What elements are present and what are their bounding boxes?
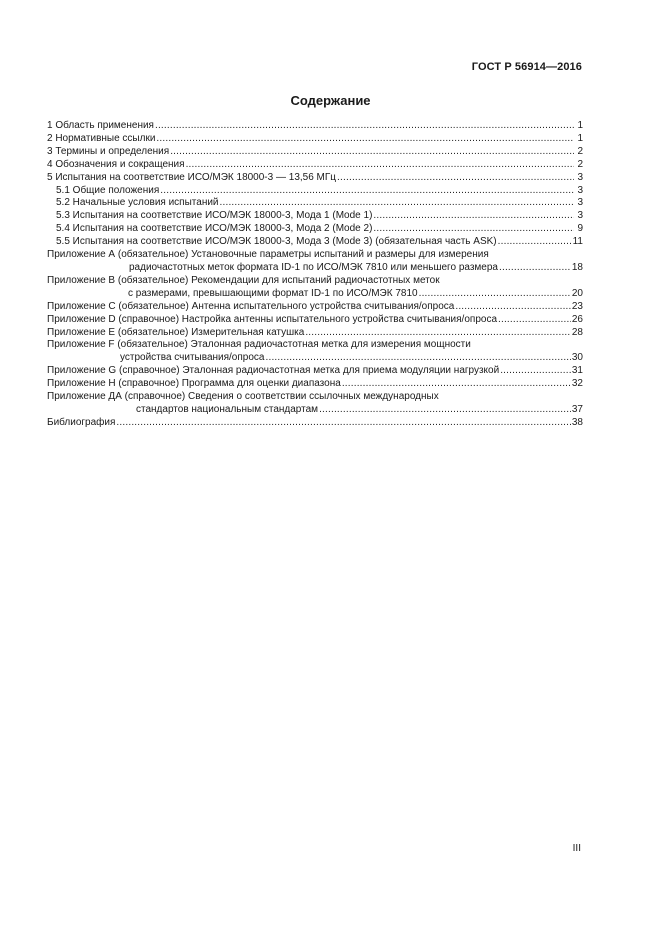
toc-entry-page: 3 bbox=[577, 171, 583, 183]
toc-entry-title: Приложение А (обязательное) Установочные параметры испытаний и размеры для измерения bbox=[47, 249, 489, 261]
toc-appendix-e[interactable] bbox=[47, 327, 583, 340]
dot-leader bbox=[337, 172, 574, 185]
toc-entry-page: 32 bbox=[571, 378, 583, 390]
toc-entry-title: Приложение Е (обязательное) Измерительная катушка bbox=[47, 326, 305, 338]
toc-entry-title: 5.3 Испытания на соответствие ИСО/МЭК 18000-3, Мода 1 (Mode 1) bbox=[56, 210, 373, 222]
toc-entry-page: 26 bbox=[571, 313, 583, 325]
dot-leader bbox=[499, 262, 571, 275]
toc-appendix-c[interactable] bbox=[47, 301, 583, 314]
table-of-contents bbox=[47, 120, 583, 430]
dot-leader bbox=[455, 301, 571, 314]
toc-entry-page: 23 bbox=[571, 300, 583, 312]
toc-entry-title: Приложение ДА (справочное) Сведения о соответствии ссылочных международных bbox=[47, 391, 439, 403]
toc-entry-title: 4 Обозначения и сокращения bbox=[47, 158, 185, 170]
toc-entry-title: Библиография bbox=[47, 416, 116, 428]
toc-entry[interactable] bbox=[47, 133, 583, 146]
dot-leader bbox=[265, 352, 570, 365]
document-code: ГОСТ Р 56914—2016 bbox=[471, 61, 582, 73]
toc-appendix-g[interactable] bbox=[47, 365, 583, 378]
toc-appendix-da[interactable] bbox=[47, 391, 583, 417]
toc-entry-title: Приложение В (обязательное) Рекомендации для испытаний радиочастотных меток bbox=[47, 274, 440, 286]
toc-subentry[interactable] bbox=[47, 197, 583, 210]
dot-leader bbox=[498, 236, 572, 249]
toc-entry-page: 2 bbox=[577, 145, 583, 157]
page-title: Содержание bbox=[290, 93, 371, 108]
dot-leader bbox=[498, 314, 571, 327]
toc-entry-continuation: стандартов национальным стандартам bbox=[136, 403, 319, 415]
toc-appendix-h[interactable] bbox=[47, 378, 583, 391]
dot-leader bbox=[170, 146, 574, 159]
dot-leader bbox=[419, 288, 571, 301]
toc-appendix-a[interactable] bbox=[47, 249, 583, 275]
toc-entry-page: 11 bbox=[572, 236, 583, 248]
toc-entry-page: 1 bbox=[577, 132, 583, 144]
toc-entry[interactable] bbox=[47, 172, 583, 185]
toc-entry-page: 28 bbox=[571, 326, 583, 338]
toc-subentry[interactable] bbox=[47, 236, 583, 249]
dot-leader bbox=[156, 133, 574, 146]
toc-entry-title: Приложение F (обязательное) Эталонная радиочастотная метка для измерения мощности bbox=[47, 339, 471, 351]
toc-entry-page: 30 bbox=[571, 352, 583, 364]
toc-entry-page: 31 bbox=[571, 365, 583, 377]
toc-entry-continuation: с размерами, превышающими формат ID-1 по ИСО/МЭК 7810 bbox=[128, 287, 418, 299]
toc-entry-continuation: радиочастотных меток формата ID-1 по ИСО/МЭК 7810 или меньшего размера bbox=[129, 261, 498, 273]
dot-leader bbox=[116, 417, 570, 430]
toc-appendix-b[interactable] bbox=[47, 275, 583, 301]
dot-leader bbox=[160, 185, 574, 198]
toc-entry-page: 37 bbox=[571, 403, 583, 415]
toc-entry-title: Приложение Н (справочное) Программа для оценки диапазона bbox=[47, 378, 341, 390]
toc-entry-page: 38 bbox=[571, 416, 583, 428]
toc-entry-title: 5.2 Начальные условия испытаний bbox=[56, 197, 219, 209]
toc-bibliography[interactable] bbox=[47, 417, 583, 430]
dot-leader bbox=[155, 120, 574, 133]
toc-entry-title: 2 Нормативные ссылки bbox=[47, 132, 156, 144]
toc-appendix-d[interactable] bbox=[47, 314, 583, 327]
dot-leader bbox=[220, 197, 574, 210]
toc-entry-title: 3 Термины и определения bbox=[47, 145, 170, 157]
toc-entry[interactable] bbox=[47, 120, 583, 133]
toc-subentry[interactable] bbox=[47, 185, 583, 198]
toc-subentry[interactable] bbox=[47, 210, 583, 223]
toc-entry-title: 5 Испытания на соответствие ИСО/МЭК 18000-3 — 13,56 МГц bbox=[47, 171, 337, 183]
dot-leader bbox=[319, 404, 571, 417]
toc-entry-page: 1 bbox=[577, 120, 583, 131]
toc-entry-continuation: устройства считывания/опроса bbox=[120, 352, 265, 364]
dot-leader bbox=[373, 223, 574, 236]
toc-entry-title: 5.4 Испытания на соответствие ИСО/МЭК 18000-3, Мода 2 (Mode 2) bbox=[56, 223, 373, 235]
toc-entry-title: Приложение С (обязательное) Антенна испытательного устройства считывания/опроса bbox=[47, 300, 455, 312]
dot-leader bbox=[342, 378, 571, 391]
toc-entry-title: 5.1 Общие положения bbox=[56, 184, 160, 196]
page-number: III bbox=[572, 843, 581, 854]
toc-entry-page: 18 bbox=[571, 261, 583, 273]
toc-entry-title: 5.5 Испытания на соответствие ИСО/МЭК 18000-3, Мода 3 (Mode 3) (обязательная часть ASK) bbox=[56, 236, 497, 248]
toc-entry-page: 3 bbox=[577, 184, 583, 196]
toc-appendix-f[interactable] bbox=[47, 339, 583, 365]
toc-entry-title: Приложение G (справочное) Эталонная радиочастотная метка для приема модуляции нагрузкой bbox=[47, 365, 500, 377]
toc-entry[interactable] bbox=[47, 159, 583, 172]
toc-entry-page: 3 bbox=[577, 197, 583, 209]
toc-subentry[interactable] bbox=[47, 223, 583, 236]
dot-leader bbox=[305, 327, 571, 340]
toc-entry-title: Приложение D (справочное) Настройка антенны испытательного устройства считывания/опроса bbox=[47, 313, 497, 325]
dot-leader bbox=[186, 159, 574, 172]
toc-entry-title: 1 Область применения bbox=[47, 120, 154, 131]
dot-leader bbox=[500, 365, 571, 378]
toc-entry-page: 2 bbox=[577, 158, 583, 170]
toc-entry-page: 3 bbox=[577, 210, 583, 222]
toc-entry-page: 20 bbox=[571, 287, 583, 299]
dot-leader bbox=[373, 210, 574, 223]
toc-entry-page: 9 bbox=[577, 223, 583, 235]
toc-entry[interactable] bbox=[47, 146, 583, 159]
